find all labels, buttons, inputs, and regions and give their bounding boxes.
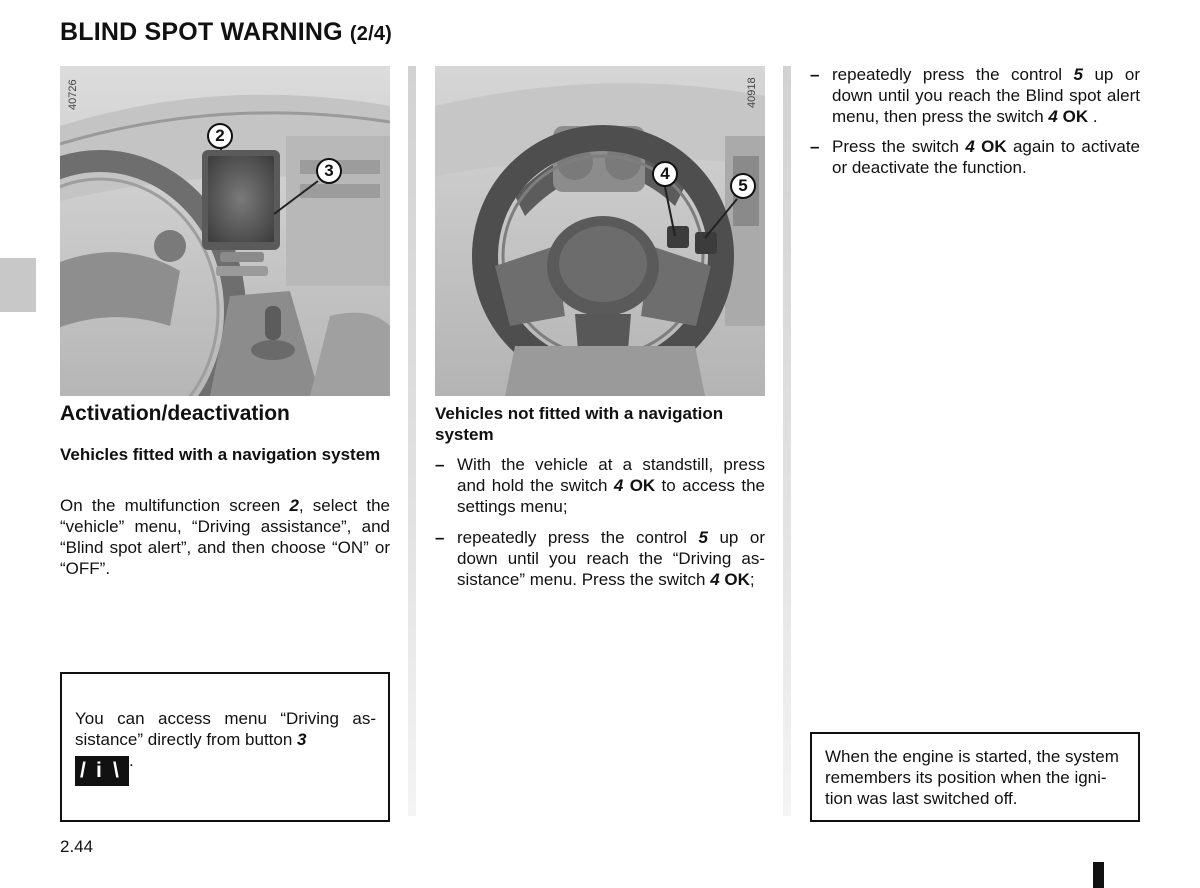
subheading: Vehicles not fitted with a navigation system bbox=[435, 404, 724, 444]
callout-4: 4 bbox=[652, 161, 678, 187]
page-number: 2.44 bbox=[60, 837, 94, 856]
page-title bbox=[60, 18, 392, 47]
column-separator bbox=[783, 66, 791, 816]
list-item: – repeatedly press the control 5 up or down until you reach the Blind spot alert menu, then press the switch 4 OK . bbox=[810, 65, 1140, 126]
section-thumb-tab bbox=[0, 258, 36, 312]
callout-3: 3 bbox=[316, 158, 342, 184]
lane-assist-icon: / i \ bbox=[75, 756, 129, 786]
page-title-part: (2/4) bbox=[349, 23, 393, 45]
steering-wheel-figure bbox=[435, 66, 765, 396]
tip-text: You can access menu “Driving assistance” directly from button 3 bbox=[75, 709, 376, 749]
tip-note bbox=[60, 672, 390, 822]
list-item: – With the vehicle at a standstill, press and hold the switch 4 OK to access the settings menu; bbox=[435, 455, 766, 516]
instruction-paragraph: On the multifunction screen 2, select the “vehicle” menu, “Driving assistance”, and “Blind spot alert”, and then choose “ON” or “OFF”. bbox=[60, 496, 390, 578]
svg-text:40726: 40726 bbox=[67, 79, 79, 110]
callout-2: 2 bbox=[207, 123, 233, 149]
callout-5: 5 bbox=[730, 173, 756, 199]
svg-text:40918: 40918 bbox=[746, 77, 758, 108]
column-separator bbox=[408, 66, 416, 816]
instruction-list bbox=[435, 454, 765, 590]
memory-note-text: When the engine is started, the system remembers its position when the ignition was last switched off. bbox=[825, 747, 1119, 808]
section-heading: Activation/deactivation bbox=[60, 402, 290, 425]
subheading: Vehicles fitted with a navigation system bbox=[60, 445, 381, 464]
list-item: – Press the switch 4 OK again to activate or deactivate the function. bbox=[810, 137, 1140, 177]
memory-note bbox=[810, 732, 1140, 822]
dashboard-figure bbox=[60, 66, 390, 396]
print-mark bbox=[1093, 862, 1104, 888]
tip-icon-line: / i \ . bbox=[75, 750, 376, 786]
page-title-text: BLIND SPOT WARNING bbox=[60, 18, 343, 46]
list-item: – repeatedly press the control 5 up or down until you reach the “Driving assistance” menu. Press the switch 4 OK; bbox=[435, 528, 765, 589]
instruction-list bbox=[810, 64, 1140, 178]
